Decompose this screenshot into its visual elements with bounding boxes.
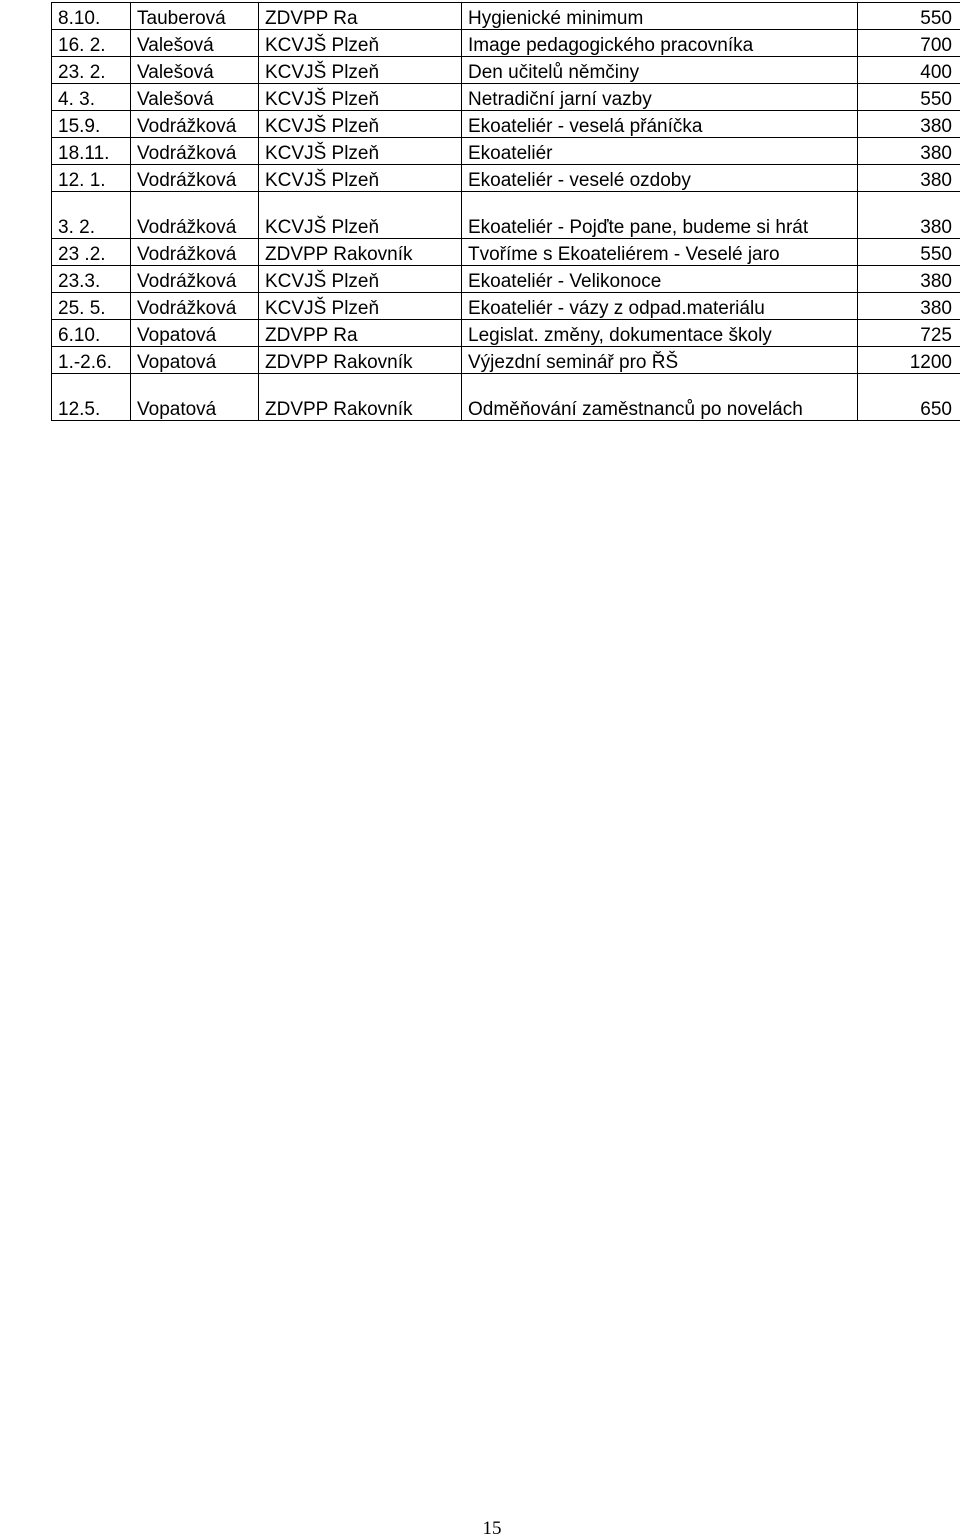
course-cell: Odměňování zaměstnanců po novelách — [462, 374, 858, 421]
course-cell: Den učitelů němčiny — [462, 57, 858, 84]
course-cell: Tvoříme s Ekoateliérem - Veselé jaro — [462, 239, 858, 266]
organizer-cell: ZDVPP Ra — [259, 320, 462, 347]
date-cell: 23 .2. — [52, 239, 131, 266]
date-cell: 23. 2. — [52, 57, 131, 84]
organizer-cell: KCVJŠ Plzeň — [259, 111, 462, 138]
date-cell: 12.5. — [52, 374, 131, 421]
date-cell: 18.11. — [52, 138, 131, 165]
amount-cell: 380 — [858, 138, 960, 165]
person-cell: Vodrážková — [131, 239, 259, 266]
table-row — [52, 3, 960, 30]
table-row — [52, 320, 960, 347]
course-cell: Legislat. změny, dokumentace školy — [462, 320, 858, 347]
date-cell: 25. 5. — [52, 293, 131, 320]
person-cell: Vodrážková — [131, 165, 259, 192]
amount-cell: 380 — [858, 192, 960, 239]
organizer-cell: KCVJŠ Plzeň — [259, 192, 462, 239]
table-row — [52, 266, 960, 293]
person-cell: Valešová — [131, 57, 259, 84]
organizer-cell: ZDVPP Ra — [259, 3, 462, 30]
organizer-cell: KCVJŠ Plzeň — [259, 266, 462, 293]
amount-cell: 550 — [858, 3, 960, 30]
table-row — [52, 374, 960, 421]
person-cell: Vopatová — [131, 320, 259, 347]
table-row — [52, 111, 960, 138]
amount-cell: 650 — [858, 374, 960, 421]
amount-cell: 725 — [858, 320, 960, 347]
date-cell: 16. 2. — [52, 30, 131, 57]
organizer-cell: KCVJŠ Plzeň — [259, 165, 462, 192]
course-cell: Ekoateliér - veselá přáníčka — [462, 111, 858, 138]
table-row — [52, 239, 960, 266]
course-cell: Ekoateliér — [462, 138, 858, 165]
amount-cell: 400 — [858, 57, 960, 84]
person-cell: Tauberová — [131, 3, 259, 30]
date-cell: 3. 2. — [52, 192, 131, 239]
table-row — [52, 347, 960, 374]
page-number: 15 — [0, 1518, 960, 1540]
table-row — [52, 30, 960, 57]
date-cell: 8.10. — [52, 3, 131, 30]
amount-cell: 550 — [858, 239, 960, 266]
amount-cell: 380 — [858, 165, 960, 192]
date-cell: 23.3. — [52, 266, 131, 293]
organizer-cell: KCVJŠ Plzeň — [259, 138, 462, 165]
amount-cell: 550 — [858, 84, 960, 111]
person-cell: Vodrážková — [131, 266, 259, 293]
date-cell: 12. 1. — [52, 165, 131, 192]
course-cell: Image pedagogického pracovníka — [462, 30, 858, 57]
person-cell: Vodrážková — [131, 192, 259, 239]
course-cell: Netradiční jarní vazby — [462, 84, 858, 111]
course-cell: Ekoateliér - veselé ozdoby — [462, 165, 858, 192]
organizer-cell: ZDVPP Rakovník — [259, 374, 462, 421]
person-cell: Valešová — [131, 84, 259, 111]
amount-cell: 380 — [858, 111, 960, 138]
date-cell: 6.10. — [52, 320, 131, 347]
course-cell: Ekoateliér - Pojďte pane, budeme si hrát — [462, 192, 858, 239]
person-cell: Vopatová — [131, 347, 259, 374]
amount-cell: 380 — [858, 266, 960, 293]
person-cell: Vopatová — [131, 374, 259, 421]
course-cell: Hygienické minimum — [462, 3, 858, 30]
date-cell: 15.9. — [52, 111, 131, 138]
table-row — [52, 84, 960, 111]
organizer-cell: KCVJŠ Plzeň — [259, 84, 462, 111]
table-row — [52, 57, 960, 84]
course-cell: Ekoateliér - Velikonoce — [462, 266, 858, 293]
date-cell: 4. 3. — [52, 84, 131, 111]
course-cell: Ekoateliér - vázy z odpad.materiálu — [462, 293, 858, 320]
table-row — [52, 138, 960, 165]
person-cell: Vodrážková — [131, 138, 259, 165]
table-row — [52, 293, 960, 320]
amount-cell: 1200 — [858, 347, 960, 374]
table-row — [52, 192, 960, 239]
organizer-cell: KCVJŠ Plzeň — [259, 30, 462, 57]
amount-cell: 700 — [858, 30, 960, 57]
training-costs-table — [51, 2, 960, 421]
course-cell: Výjezdní seminář pro ŘŠ — [462, 347, 858, 374]
organizer-cell: KCVJŠ Plzeň — [259, 57, 462, 84]
organizer-cell: KCVJŠ Plzeň — [259, 293, 462, 320]
date-cell: 1.-2.6. — [52, 347, 131, 374]
organizer-cell: ZDVPP Rakovník — [259, 347, 462, 374]
organizer-cell: ZDVPP Rakovník — [259, 239, 462, 266]
person-cell: Vodrážková — [131, 293, 259, 320]
table-row — [52, 165, 960, 192]
person-cell: Valešová — [131, 30, 259, 57]
amount-cell: 380 — [858, 293, 960, 320]
person-cell: Vodrážková — [131, 111, 259, 138]
